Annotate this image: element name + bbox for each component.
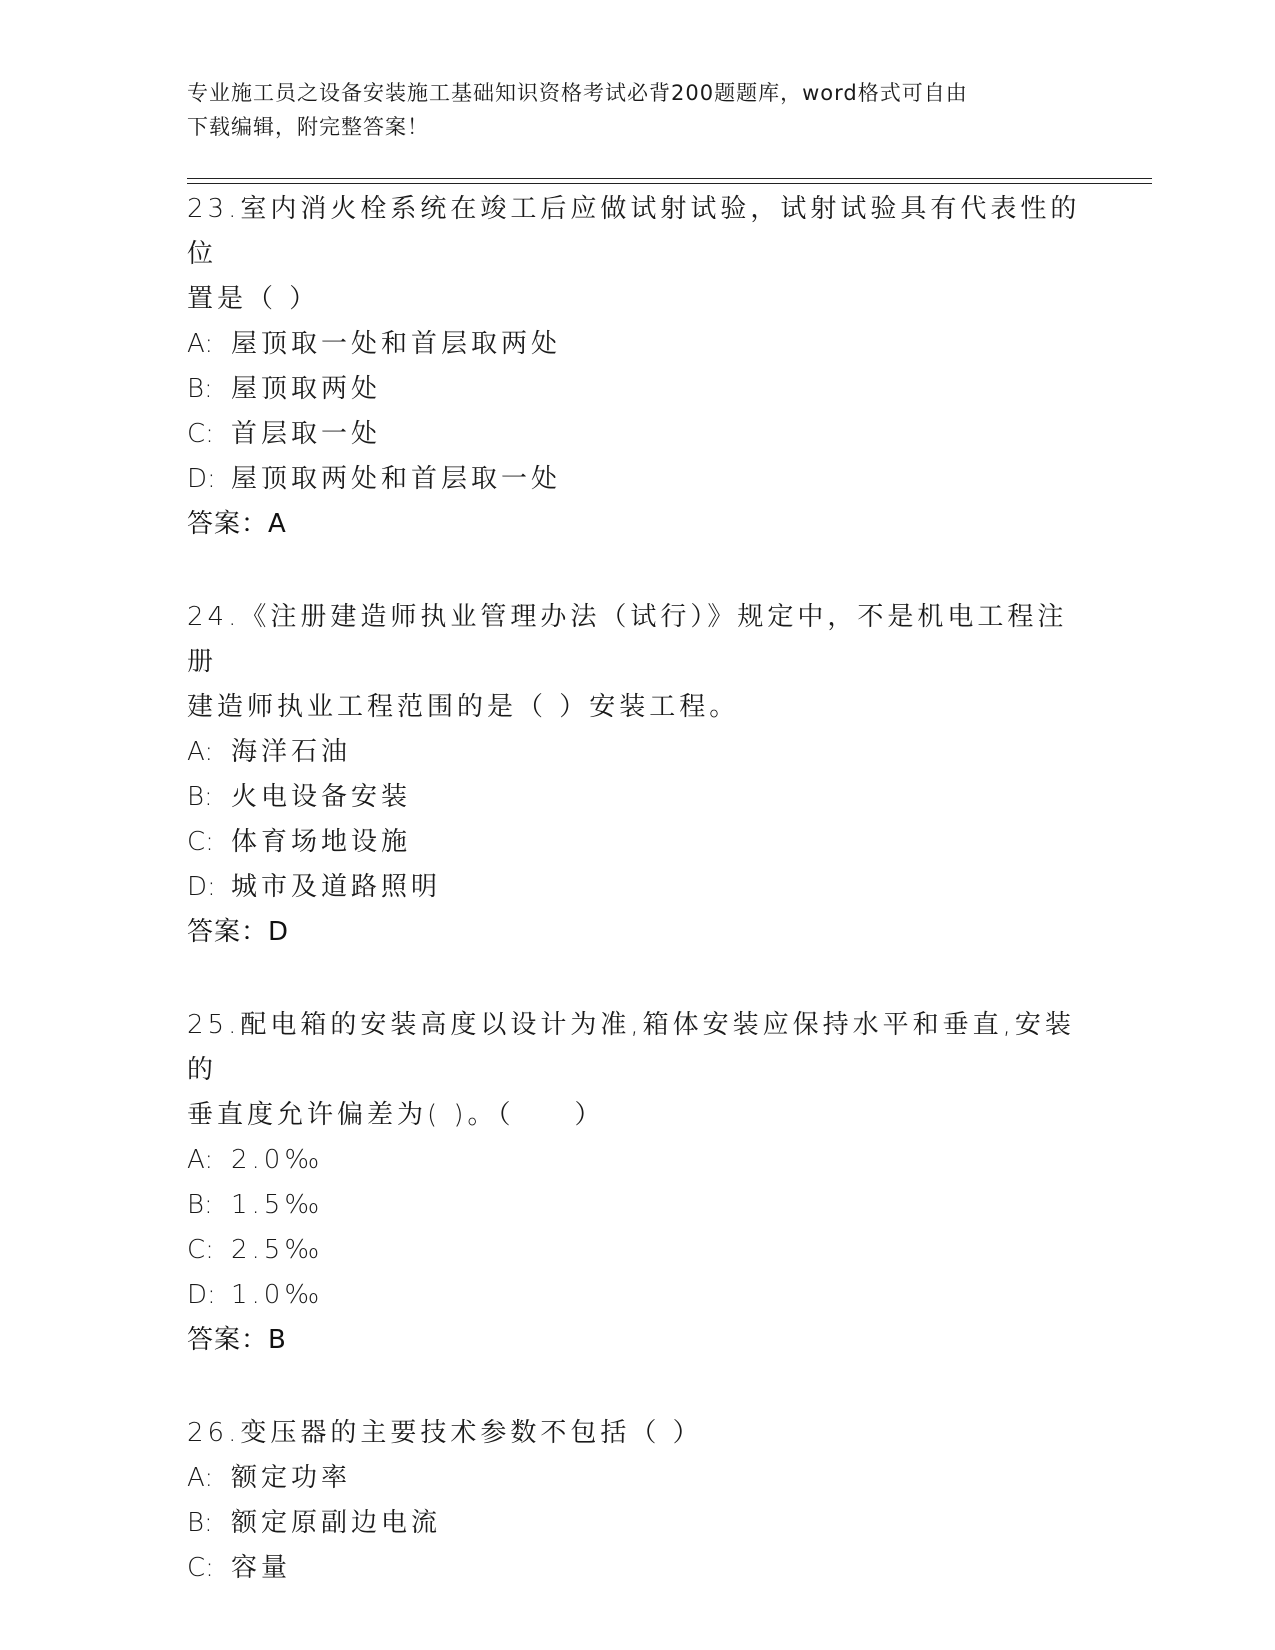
option-letter: D:: [187, 872, 216, 902]
question-23: [187, 187, 1087, 547]
option-letter: B:: [187, 1508, 213, 1538]
answer-line: 答案：D: [187, 917, 290, 947]
option-text: 额定功率: [231, 1463, 352, 1493]
document-header: [187, 76, 1067, 144]
option-text: 额定原副边电流: [231, 1508, 442, 1538]
option-letter: A:: [187, 1463, 214, 1493]
option-text: 2.5‰: [231, 1235, 324, 1265]
option-text: 容量: [231, 1553, 292, 1583]
option-c: [187, 1228, 1087, 1273]
option-b: [187, 1501, 1087, 1546]
option-text: 1.5‰: [231, 1190, 324, 1220]
header-line-1: 专业施工员之设备安装施工基础知识资格考试必背200题题库，word格式可自由: [187, 81, 968, 105]
question-text-line-1: 26.变压器的主要技术参数不包括（ ）: [187, 1418, 703, 1448]
option-a: [187, 1138, 1087, 1183]
question-list: [187, 187, 1087, 1639]
option-letter: B:: [187, 782, 213, 812]
header-rule-bottom: [187, 183, 1152, 184]
option-a: [187, 1456, 1087, 1501]
option-text: 火电设备安装: [231, 782, 412, 812]
option-text: 屋顶取两处: [231, 374, 382, 404]
option-d: [187, 1273, 1087, 1318]
option-text: 海洋石油: [231, 737, 352, 767]
question-24: [187, 595, 1087, 955]
option-text: 2.0‰: [231, 1145, 324, 1175]
option-a: [187, 322, 1087, 367]
option-text: 屋顶取一处和首层取两处: [231, 329, 562, 359]
option-b: [187, 775, 1087, 820]
question-text-line-1: 24.《注册建造师执业管理办法（试行）》规定中，不是机电工程注册: [187, 602, 1068, 677]
question-text-line-2: 置是（ ）: [187, 284, 320, 314]
option-letter: D:: [187, 1280, 216, 1310]
option-a: [187, 730, 1087, 775]
question-text-line-1: 25.配电箱的安装高度以设计为准,箱体安装应保持水平和垂直,安装的: [187, 1010, 1075, 1085]
question-text: [187, 1003, 1087, 1138]
option-letter: C:: [187, 419, 214, 449]
option-text: 1.0‰: [231, 1280, 324, 1310]
question-text-line-2: 垂直度允许偏差为( )。（ ）: [187, 1100, 605, 1130]
question-text-line-2: 建造师执业工程范围的是（ ）安装工程。: [187, 692, 740, 722]
header-rule-top: [187, 178, 1152, 179]
option-letter: B:: [187, 1190, 213, 1220]
question-text: [187, 1411, 1087, 1456]
option-letter: A:: [187, 329, 214, 359]
answer-line: 答案：B: [187, 1325, 287, 1355]
question-25: [187, 1003, 1087, 1363]
option-letter: B:: [187, 374, 213, 404]
question-26: [187, 1411, 1087, 1591]
option-text: 体育场地设施: [231, 827, 412, 857]
question-text: [187, 595, 1087, 730]
option-c: [187, 820, 1087, 865]
answer-line: 答案：A: [187, 509, 287, 539]
option-letter: A:: [187, 1145, 214, 1175]
option-text: 屋顶取两处和首层取一处: [231, 464, 562, 494]
option-c: [187, 412, 1087, 457]
option-text: 城市及道路照明: [231, 872, 442, 902]
header-line-2: 下载编辑，附完整答案！: [187, 115, 429, 139]
option-d: [187, 865, 1087, 910]
option-b: [187, 367, 1087, 412]
question-text-line-1: 23.室内消火栓系统在竣工后应做试射试验，试射试验具有代表性的位: [187, 194, 1081, 269]
option-letter: C:: [187, 1235, 214, 1265]
option-letter: C:: [187, 827, 214, 857]
option-d: [187, 457, 1087, 502]
question-text: [187, 187, 1087, 322]
option-letter: C:: [187, 1553, 214, 1583]
option-b: [187, 1183, 1087, 1228]
option-c: [187, 1546, 1087, 1591]
option-text: 首层取一处: [231, 419, 382, 449]
option-letter: D:: [187, 464, 216, 494]
option-letter: A:: [187, 737, 214, 767]
